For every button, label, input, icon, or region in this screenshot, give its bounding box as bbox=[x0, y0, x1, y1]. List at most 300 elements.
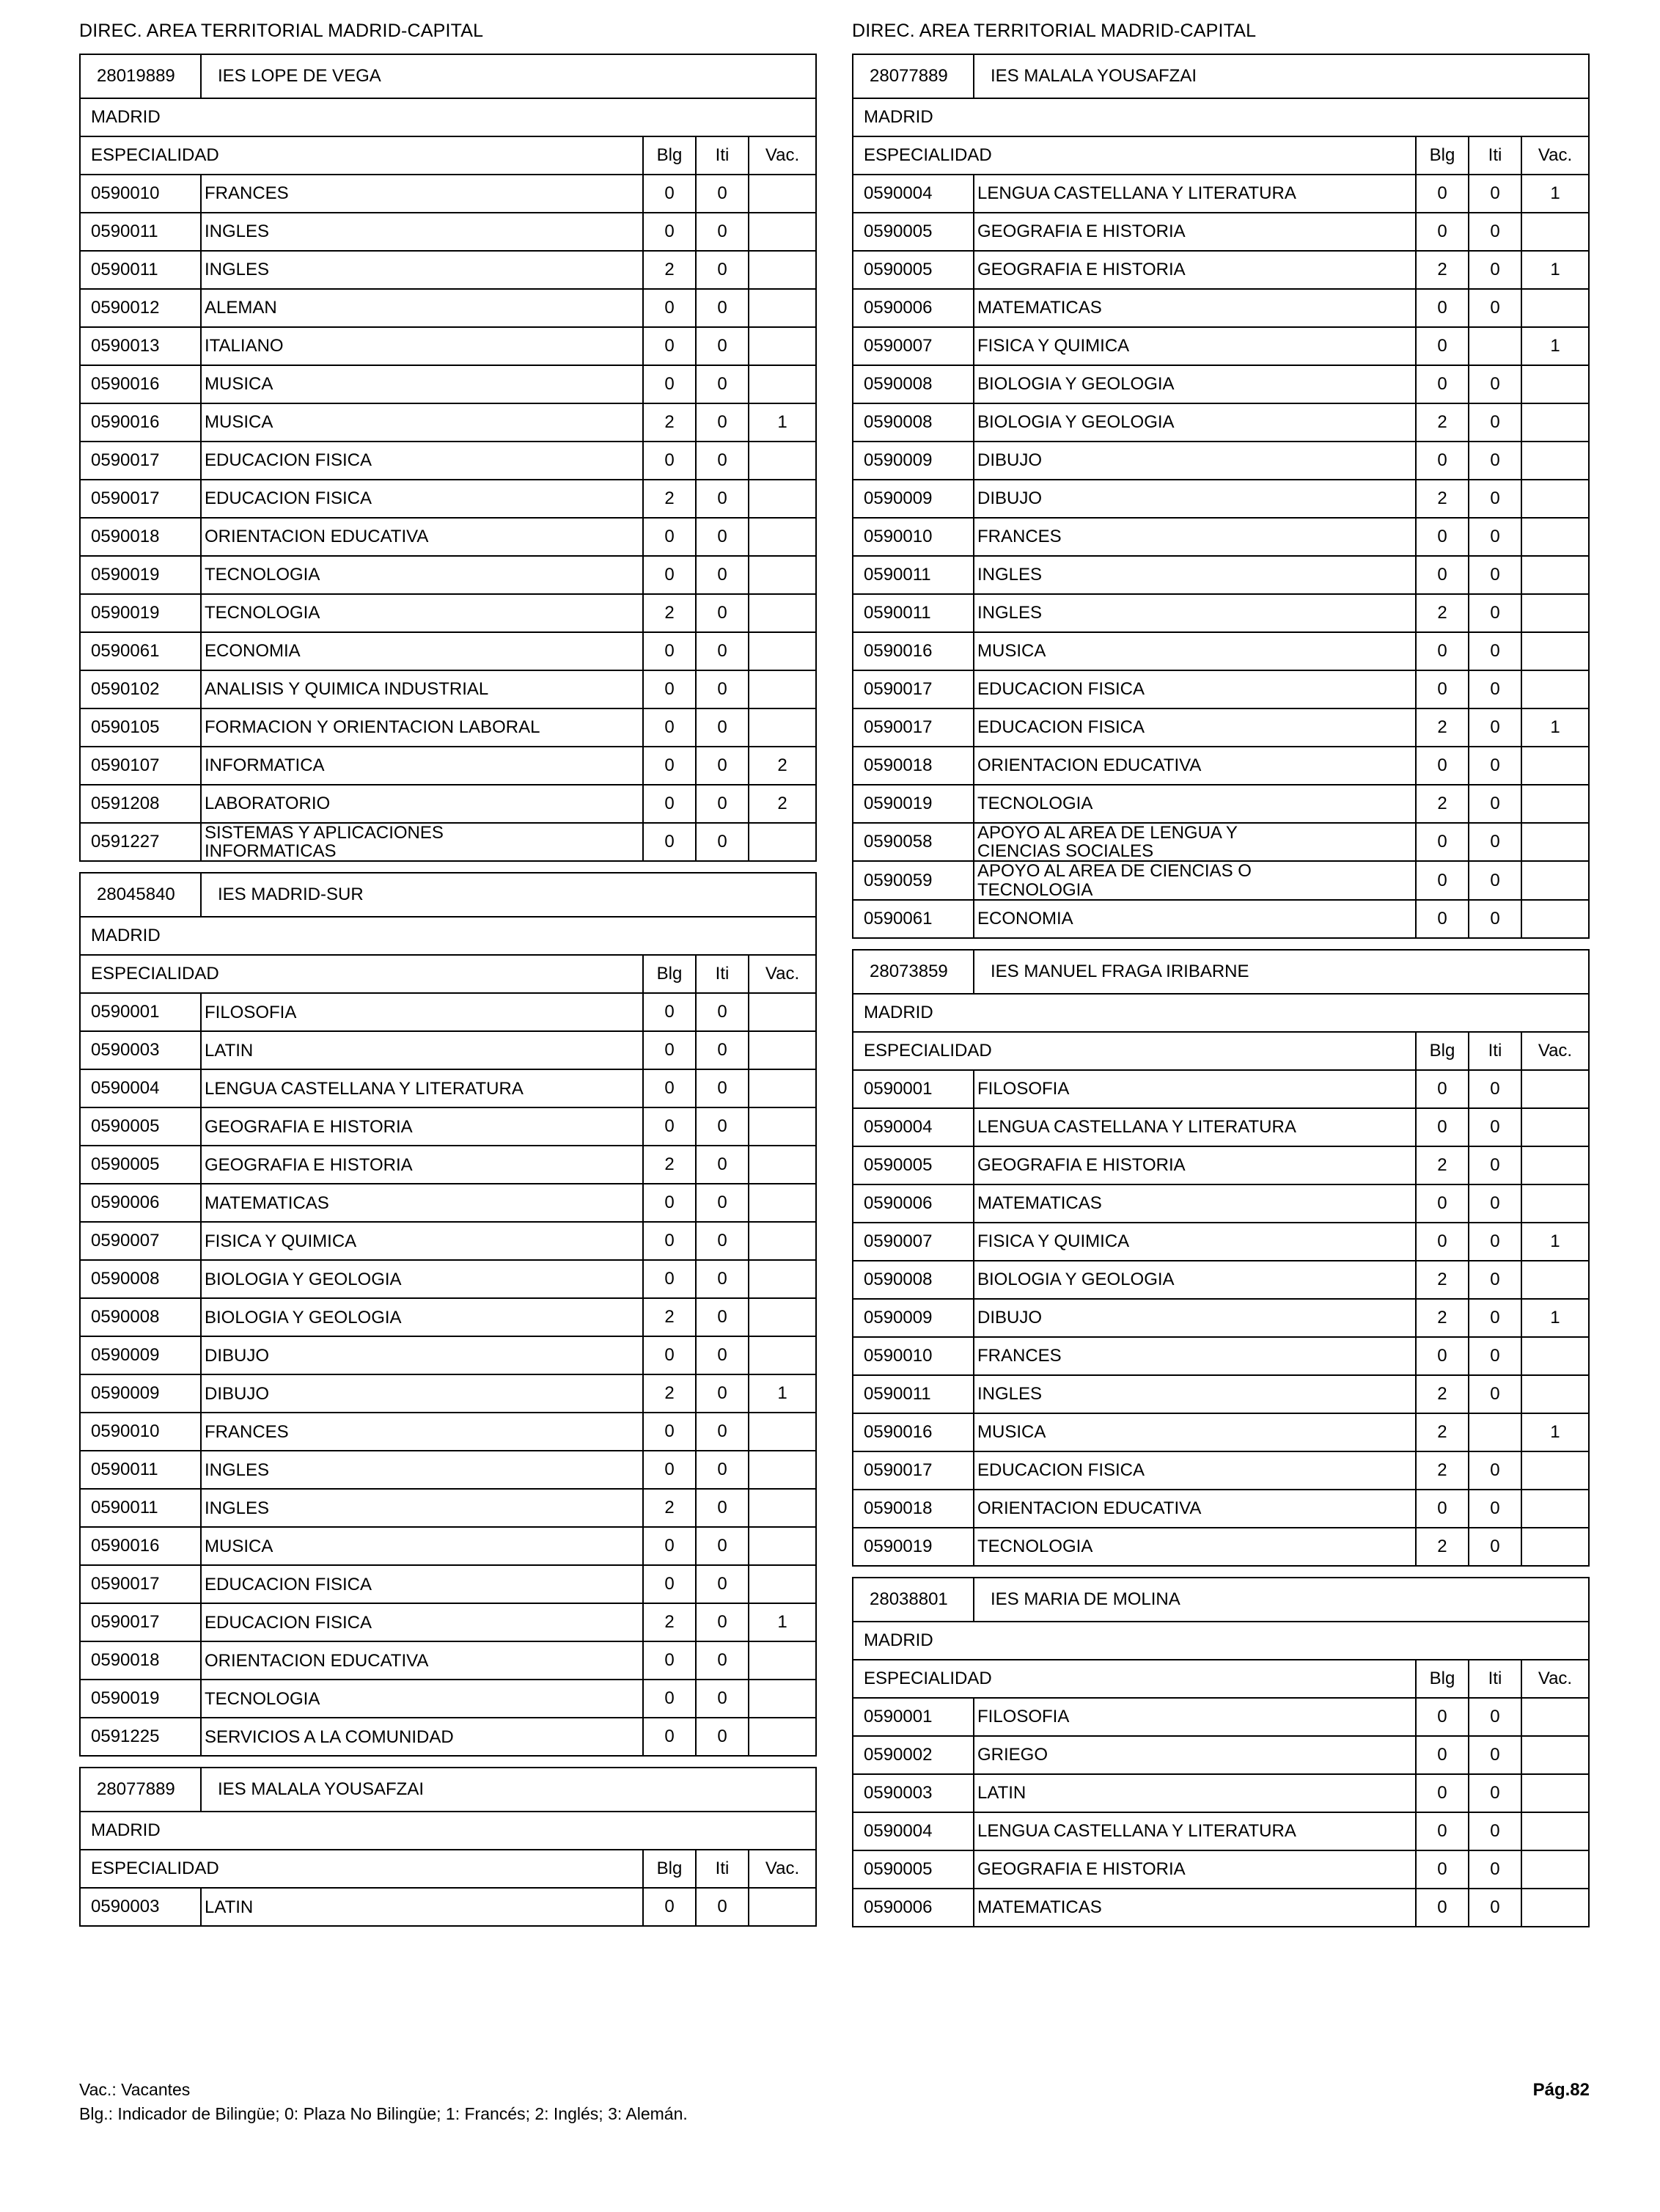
iti-value: 0 bbox=[696, 1641, 749, 1680]
vac-value bbox=[1521, 747, 1589, 785]
specialty-code: 0591208 bbox=[80, 785, 201, 823]
table-row bbox=[853, 1299, 1589, 1337]
specialty-name: LENGUA CASTELLANA Y LITERATURA bbox=[974, 1812, 1416, 1850]
iti-value: 0 bbox=[696, 1336, 749, 1374]
table-row bbox=[853, 175, 1589, 213]
header-especialidad: ESPECIALIDAD bbox=[853, 136, 1416, 175]
specialty-name: ECONOMIA bbox=[201, 632, 643, 670]
blg-value: 0 bbox=[1416, 1223, 1469, 1261]
footer-legend-blg: Blg.: Indicador de Bilingüe; 0: Plaza No Bilingüe; 1: Francés; 2: Inglés; 3: Alemán. bbox=[79, 2104, 688, 2123]
specialty-name: ECONOMIA bbox=[974, 900, 1416, 938]
table-row bbox=[80, 1184, 816, 1222]
iti-value: 0 bbox=[696, 632, 749, 670]
header-iti: Iti bbox=[1469, 136, 1521, 175]
iti-value: 0 bbox=[696, 1184, 749, 1222]
vac-value bbox=[1521, 556, 1589, 594]
blg-value: 0 bbox=[643, 632, 696, 670]
specialty-code: 0590018 bbox=[80, 518, 201, 556]
iti-value: 0 bbox=[1469, 1223, 1521, 1261]
blg-value: 2 bbox=[643, 1489, 696, 1527]
center-block bbox=[79, 1767, 817, 1927]
table-row bbox=[80, 1146, 816, 1184]
specialty-code: 0590011 bbox=[853, 594, 974, 632]
vac-value bbox=[1521, 1490, 1589, 1528]
specialty-name: EDUCACION FISICA bbox=[201, 442, 643, 480]
blg-value: 2 bbox=[1416, 708, 1469, 747]
center-name: IES MALALA YOUSAFZAI bbox=[201, 1768, 816, 1812]
specialty-name: BIOLOGIA Y GEOLOGIA bbox=[974, 1261, 1416, 1299]
center-name: IES MADRID-SUR bbox=[201, 873, 816, 917]
specialty-name: GRIEGO bbox=[974, 1736, 1416, 1774]
table-row bbox=[853, 1184, 1589, 1223]
iti-value: 0 bbox=[696, 327, 749, 365]
blg-value: 0 bbox=[1416, 1736, 1469, 1774]
table-row bbox=[853, 1108, 1589, 1146]
iti-value: 0 bbox=[696, 747, 749, 785]
table-row bbox=[853, 1223, 1589, 1261]
specialty-code: 0590011 bbox=[853, 1375, 974, 1413]
table-row bbox=[80, 365, 816, 403]
table-row bbox=[853, 823, 1589, 861]
specialty-code: 0590059 bbox=[853, 861, 974, 899]
center-name: IES MANUEL FRAGA IRIBARNE bbox=[974, 950, 1589, 994]
specialty-code: 0590017 bbox=[80, 1565, 201, 1603]
vac-value bbox=[1521, 213, 1589, 251]
specialty-name: MUSICA bbox=[201, 1527, 643, 1565]
iti-value: 0 bbox=[1469, 251, 1521, 289]
vac-value bbox=[749, 518, 816, 556]
center-title-row bbox=[853, 1578, 1589, 1622]
vac-value bbox=[749, 1413, 816, 1451]
iti-value: 0 bbox=[696, 1565, 749, 1603]
iti-value: 0 bbox=[1469, 1299, 1521, 1337]
specialty-name: FORMACION Y ORIENTACION LABORAL bbox=[201, 708, 643, 747]
table-row bbox=[80, 1298, 816, 1336]
table-row bbox=[80, 480, 816, 518]
specialty-name: TECNOLOGIA bbox=[201, 594, 643, 632]
specialty-name: LATIN bbox=[974, 1774, 1416, 1812]
vac-value bbox=[1521, 289, 1589, 327]
blg-value: 0 bbox=[643, 1527, 696, 1565]
table-row bbox=[80, 175, 816, 213]
specialty-name: DIBUJO bbox=[974, 442, 1416, 480]
iti-value: 0 bbox=[1469, 1850, 1521, 1889]
specialty-code: 0590004 bbox=[853, 1812, 974, 1850]
specialty-name: FILOSOFIA bbox=[974, 1070, 1416, 1108]
specialty-name: INGLES bbox=[974, 556, 1416, 594]
vac-value bbox=[749, 1451, 816, 1489]
specialty-code: 0590009 bbox=[80, 1374, 201, 1413]
blg-value: 2 bbox=[1416, 403, 1469, 442]
vac-value bbox=[749, 1680, 816, 1718]
vac-value bbox=[1521, 785, 1589, 823]
left-column bbox=[79, 21, 817, 1927]
specialty-code: 0590009 bbox=[853, 1299, 974, 1337]
header-vac: Vac. bbox=[1521, 136, 1589, 175]
vac-value bbox=[749, 1184, 816, 1222]
table-row bbox=[80, 251, 816, 289]
specialty-name: EDUCACION FISICA bbox=[201, 1565, 643, 1603]
vac-value bbox=[1521, 594, 1589, 632]
blg-value: 0 bbox=[643, 1680, 696, 1718]
specialty-code: 0590004 bbox=[853, 175, 974, 213]
vac-value bbox=[1521, 1070, 1589, 1108]
table-row bbox=[80, 403, 816, 442]
table-row bbox=[853, 1375, 1589, 1413]
table-row bbox=[853, 442, 1589, 480]
iti-value: 0 bbox=[1469, 1812, 1521, 1850]
iti-value: 0 bbox=[1469, 785, 1521, 823]
blg-value: 0 bbox=[1416, 518, 1469, 556]
specialty-code: 0590008 bbox=[853, 403, 974, 442]
vac-value bbox=[1521, 518, 1589, 556]
table-row bbox=[853, 1490, 1589, 1528]
header-blg: Blg bbox=[1416, 1032, 1469, 1070]
vac-value bbox=[749, 1336, 816, 1374]
specialty-name: DIBUJO bbox=[974, 480, 1416, 518]
specialty-name: DIBUJO bbox=[201, 1336, 643, 1374]
specialty-code: 0590017 bbox=[80, 442, 201, 480]
specialty-name: EDUCACION FISICA bbox=[974, 670, 1416, 708]
vac-value: 1 bbox=[749, 1374, 816, 1413]
specialty-code: 0590061 bbox=[80, 632, 201, 670]
iti-value: 0 bbox=[696, 175, 749, 213]
specialty-name: MUSICA bbox=[201, 365, 643, 403]
specialty-code: 0590061 bbox=[853, 900, 974, 938]
blg-value: 0 bbox=[643, 785, 696, 823]
table-row bbox=[853, 480, 1589, 518]
blg-value: 2 bbox=[1416, 1375, 1469, 1413]
specialty-code: 0590011 bbox=[80, 1451, 201, 1489]
blg-value: 2 bbox=[1416, 1451, 1469, 1490]
table-row bbox=[80, 1260, 816, 1298]
vac-value bbox=[749, 993, 816, 1031]
center-block bbox=[79, 872, 817, 1757]
vac-value bbox=[749, 556, 816, 594]
specialty-name: INGLES bbox=[974, 1375, 1416, 1413]
blg-value: 2 bbox=[643, 1603, 696, 1641]
header-especialidad: ESPECIALIDAD bbox=[80, 136, 643, 175]
specialty-code: 0590005 bbox=[853, 213, 974, 251]
vac-value bbox=[1521, 1774, 1589, 1812]
blg-value: 2 bbox=[1416, 1413, 1469, 1451]
blg-value: 2 bbox=[1416, 785, 1469, 823]
specialty-code: 0590019 bbox=[80, 556, 201, 594]
table-row bbox=[853, 747, 1589, 785]
specialty-name: FILOSOFIA bbox=[974, 1698, 1416, 1736]
specialty-code: 0590018 bbox=[853, 747, 974, 785]
specialty-name: BIOLOGIA Y GEOLOGIA bbox=[974, 403, 1416, 442]
table-row bbox=[853, 1146, 1589, 1184]
iti-value: 0 bbox=[1469, 1451, 1521, 1490]
specialty-name: ORIENTACION EDUCATIVA bbox=[974, 747, 1416, 785]
table-row bbox=[80, 1451, 816, 1489]
center-code: 28038801 bbox=[853, 1578, 974, 1622]
iti-value: 0 bbox=[696, 1298, 749, 1336]
specialty-code: 0590011 bbox=[80, 1489, 201, 1527]
right-column-header: DIREC. AREA TERRITORIAL MADRID-CAPITAL bbox=[852, 21, 1257, 41]
table-row bbox=[853, 1261, 1589, 1299]
iti-value: 0 bbox=[1469, 1070, 1521, 1108]
iti-value: 0 bbox=[1469, 747, 1521, 785]
specialty-name: MATEMATICAS bbox=[974, 289, 1416, 327]
table-row bbox=[80, 823, 816, 861]
specialty-name: MATEMATICAS bbox=[201, 1184, 643, 1222]
specialty-code: 0590005 bbox=[853, 251, 974, 289]
specialty-name: MATEMATICAS bbox=[974, 1184, 1416, 1223]
table-row bbox=[80, 1527, 816, 1565]
vac-value bbox=[749, 480, 816, 518]
blg-value: 0 bbox=[643, 1565, 696, 1603]
specialty-name: INFORMATICA bbox=[201, 747, 643, 785]
specialty-code: 0590017 bbox=[853, 670, 974, 708]
specialty-name: APOYO AL AREA DE CIENCIAS O TECNOLOGIA bbox=[974, 861, 1416, 899]
specialty-name: GEOGRAFIA E HISTORIA bbox=[974, 1850, 1416, 1889]
iti-value: 0 bbox=[696, 1069, 749, 1107]
vac-value bbox=[1521, 1736, 1589, 1774]
table-row bbox=[853, 1889, 1589, 1927]
specialty-name: GEOGRAFIA E HISTORIA bbox=[201, 1107, 643, 1146]
blg-value: 0 bbox=[643, 1413, 696, 1451]
table-header-row bbox=[853, 1032, 1589, 1070]
iti-value: 0 bbox=[696, 480, 749, 518]
table-row bbox=[80, 1489, 816, 1527]
vac-value: 2 bbox=[749, 747, 816, 785]
vac-value: 1 bbox=[1521, 327, 1589, 365]
center-block bbox=[852, 54, 1590, 939]
vac-value bbox=[1521, 403, 1589, 442]
iti-value: 0 bbox=[1469, 1889, 1521, 1927]
blg-value: 0 bbox=[643, 823, 696, 861]
iti-value: 0 bbox=[696, 556, 749, 594]
specialty-name: APOYO AL AREA DE LENGUA Y CIENCIAS SOCIALES bbox=[974, 823, 1416, 861]
specialty-code: 0590005 bbox=[80, 1107, 201, 1146]
table-row bbox=[853, 1850, 1589, 1889]
vac-value bbox=[749, 708, 816, 747]
header-blg: Blg bbox=[1416, 1660, 1469, 1698]
specialty-name: ALEMAN bbox=[201, 289, 643, 327]
iti-value: 0 bbox=[1469, 708, 1521, 747]
vac-value bbox=[749, 1641, 816, 1680]
specialty-name: DIBUJO bbox=[974, 1299, 1416, 1337]
blg-value: 0 bbox=[1416, 289, 1469, 327]
blg-value: 2 bbox=[1416, 594, 1469, 632]
specialty-name: TECNOLOGIA bbox=[974, 1528, 1416, 1566]
specialty-name: FRANCES bbox=[974, 1337, 1416, 1375]
town-name: MADRID bbox=[80, 917, 816, 955]
specialty-code: 0590102 bbox=[80, 670, 201, 708]
vac-value bbox=[1521, 1812, 1589, 1850]
specialty-code: 0590019 bbox=[80, 1680, 201, 1718]
vac-value bbox=[749, 1718, 816, 1756]
town-name: MADRID bbox=[80, 98, 816, 136]
table-row bbox=[80, 518, 816, 556]
table-row bbox=[853, 556, 1589, 594]
specialty-name: BIOLOGIA Y GEOLOGIA bbox=[201, 1298, 643, 1336]
blg-value: 0 bbox=[1416, 747, 1469, 785]
specialty-name: LABORATORIO bbox=[201, 785, 643, 823]
blg-value: 0 bbox=[643, 556, 696, 594]
header-blg: Blg bbox=[643, 1850, 696, 1888]
vac-value bbox=[749, 632, 816, 670]
specialty-code: 0590005 bbox=[853, 1146, 974, 1184]
iti-value: 0 bbox=[696, 823, 749, 861]
iti-value: 0 bbox=[696, 1260, 749, 1298]
specialty-name: TECNOLOGIA bbox=[974, 785, 1416, 823]
table-row bbox=[853, 518, 1589, 556]
vac-value bbox=[1521, 1261, 1589, 1299]
vac-value bbox=[749, 1260, 816, 1298]
specialty-name: EDUCACION FISICA bbox=[201, 1603, 643, 1641]
specialty-code: 0590008 bbox=[80, 1260, 201, 1298]
specialty-code: 0590010 bbox=[80, 175, 201, 213]
vac-value bbox=[1521, 632, 1589, 670]
table-row bbox=[80, 632, 816, 670]
blg-value: 0 bbox=[1416, 1184, 1469, 1223]
iti-value: 0 bbox=[696, 518, 749, 556]
vac-value bbox=[749, 1565, 816, 1603]
iti-value: 0 bbox=[1469, 632, 1521, 670]
center-name: IES LOPE DE VEGA bbox=[201, 54, 816, 98]
specialty-code: 0590009 bbox=[80, 1336, 201, 1374]
table-row bbox=[80, 594, 816, 632]
specialty-code: 0590011 bbox=[853, 556, 974, 594]
table-row bbox=[853, 1070, 1589, 1108]
blg-value: 0 bbox=[1416, 175, 1469, 213]
iti-value: 0 bbox=[696, 1527, 749, 1565]
vac-value bbox=[749, 1146, 816, 1184]
vac-value bbox=[1521, 900, 1589, 938]
table-row bbox=[853, 213, 1589, 251]
table-row bbox=[853, 670, 1589, 708]
specialty-code: 0590012 bbox=[80, 289, 201, 327]
specialty-name: SERVICIOS A LA COMUNIDAD bbox=[201, 1718, 643, 1756]
specialty-name: LENGUA CASTELLANA Y LITERATURA bbox=[201, 1069, 643, 1107]
specialty-name: SISTEMAS Y APLICACIONES INFORMATICAS bbox=[201, 823, 643, 861]
vac-value bbox=[1521, 1451, 1589, 1490]
blg-value: 0 bbox=[643, 1184, 696, 1222]
blg-value: 0 bbox=[1416, 900, 1469, 938]
specialty-name: GEOGRAFIA E HISTORIA bbox=[974, 1146, 1416, 1184]
blg-value: 0 bbox=[643, 518, 696, 556]
header-vac: Vac. bbox=[1521, 1032, 1589, 1070]
iti-value: 0 bbox=[1469, 442, 1521, 480]
iti-value: 0 bbox=[1469, 1698, 1521, 1736]
center-block bbox=[79, 54, 817, 862]
town-row bbox=[853, 1622, 1589, 1660]
blg-value: 2 bbox=[643, 251, 696, 289]
specialty-code: 0590006 bbox=[80, 1184, 201, 1222]
page-number: Pág.82 bbox=[1532, 2080, 1590, 2100]
table-row bbox=[80, 785, 816, 823]
specialty-code: 0590013 bbox=[80, 327, 201, 365]
two-column-layout bbox=[79, 21, 1590, 1927]
specialty-code: 0590017 bbox=[853, 1451, 974, 1490]
blg-value: 0 bbox=[1416, 1337, 1469, 1375]
center-code: 28045840 bbox=[80, 873, 201, 917]
table-row bbox=[853, 365, 1589, 403]
blg-value: 0 bbox=[1416, 1850, 1469, 1889]
table-row bbox=[853, 1451, 1589, 1490]
specialty-name: FILOSOFIA bbox=[201, 993, 643, 1031]
vac-value: 1 bbox=[749, 1603, 816, 1641]
specialty-name: FRANCES bbox=[201, 175, 643, 213]
vac-value bbox=[1521, 823, 1589, 861]
vac-value bbox=[1521, 1850, 1589, 1889]
table-row bbox=[853, 1812, 1589, 1850]
iti-value: 0 bbox=[1469, 403, 1521, 442]
header-vac: Vac. bbox=[749, 136, 816, 175]
center-name: IES MALALA YOUSAFZAI bbox=[974, 54, 1589, 98]
specialty-code: 0590004 bbox=[853, 1108, 974, 1146]
iti-value: 0 bbox=[696, 251, 749, 289]
specialty-code: 0590007 bbox=[853, 327, 974, 365]
vac-value bbox=[1521, 1146, 1589, 1184]
specialty-name: DIBUJO bbox=[201, 1374, 643, 1413]
vac-value: 1 bbox=[1521, 1299, 1589, 1337]
iti-value: 0 bbox=[1469, 1261, 1521, 1299]
footer-legend-vac: Vac.: Vacantes bbox=[79, 2080, 191, 2099]
blg-value: 0 bbox=[643, 747, 696, 785]
table-row bbox=[853, 632, 1589, 670]
specialty-code: 0590017 bbox=[80, 1603, 201, 1641]
blg-value: 0 bbox=[1416, 1108, 1469, 1146]
blg-value: 0 bbox=[1416, 632, 1469, 670]
table-row bbox=[80, 1336, 816, 1374]
blg-value: 2 bbox=[643, 1298, 696, 1336]
specialty-code: 0590006 bbox=[853, 289, 974, 327]
blg-value: 0 bbox=[643, 1069, 696, 1107]
vac-value bbox=[749, 1107, 816, 1146]
town-name: MADRID bbox=[853, 1622, 1589, 1660]
header-iti: Iti bbox=[696, 1850, 749, 1888]
vac-value bbox=[749, 365, 816, 403]
vac-value bbox=[749, 175, 816, 213]
specialty-code: 0590001 bbox=[853, 1698, 974, 1736]
specialty-name: INGLES bbox=[201, 1451, 643, 1489]
blg-value: 2 bbox=[643, 403, 696, 442]
iti-value: 0 bbox=[696, 670, 749, 708]
iti-value: 0 bbox=[696, 1146, 749, 1184]
blg-value: 0 bbox=[643, 1031, 696, 1069]
blg-value: 0 bbox=[643, 1888, 696, 1926]
table-row bbox=[853, 251, 1589, 289]
specialty-name: LATIN bbox=[201, 1031, 643, 1069]
vac-value bbox=[749, 1031, 816, 1069]
blg-value: 2 bbox=[1416, 1299, 1469, 1337]
header-blg: Blg bbox=[643, 955, 696, 993]
specialty-code: 0590019 bbox=[853, 785, 974, 823]
table-row bbox=[853, 1528, 1589, 1566]
table-header-row bbox=[853, 1660, 1589, 1698]
specialty-code: 0590010 bbox=[80, 1413, 201, 1451]
blg-value: 2 bbox=[1416, 251, 1469, 289]
town-name: MADRID bbox=[80, 1812, 816, 1850]
specialty-code: 0590017 bbox=[80, 480, 201, 518]
specialty-name: TECNOLOGIA bbox=[201, 556, 643, 594]
blg-value: 0 bbox=[1416, 1812, 1469, 1850]
specialty-code: 0591225 bbox=[80, 1718, 201, 1756]
table-row bbox=[853, 1736, 1589, 1774]
table-row bbox=[853, 327, 1589, 365]
vac-value bbox=[1521, 1528, 1589, 1566]
iti-value: 0 bbox=[696, 1107, 749, 1146]
specialty-code: 0591227 bbox=[80, 823, 201, 861]
table-row bbox=[80, 1565, 816, 1603]
vac-value bbox=[749, 289, 816, 327]
blg-value: 0 bbox=[1416, 861, 1469, 899]
vac-value: 1 bbox=[1521, 1223, 1589, 1261]
